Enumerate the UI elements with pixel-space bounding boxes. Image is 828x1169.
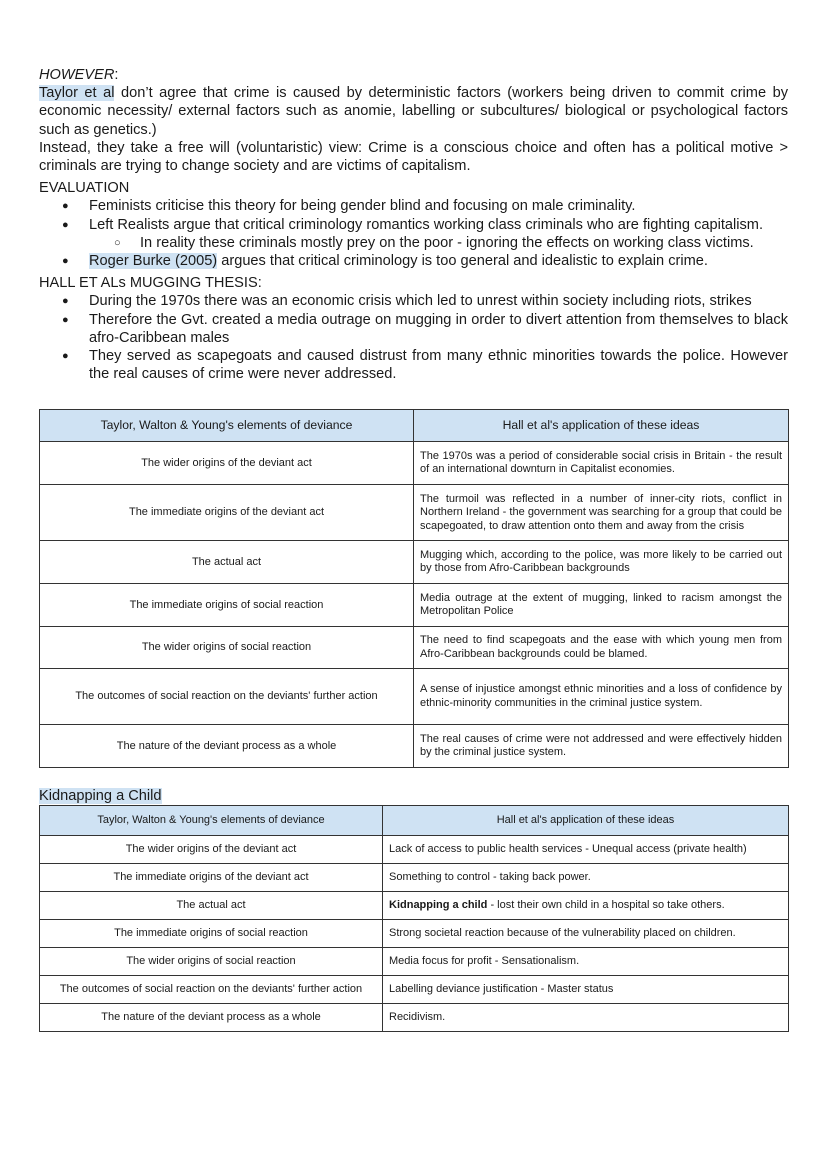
header-elements-of-deviance: Taylor, Walton & Young's elements of deviance [40,410,414,442]
table-row [40,485,789,541]
instead-paragraph: Instead, they take a free will (voluntaristic) view: Crime is a conscious choice and often has a political motive > criminals are trying to change society and are victims of capitalism. [39,139,788,175]
header-elements-of-deviance: Taylor, Walton & Young's elements of deviance [40,806,383,836]
element-cell: The actual act [40,541,414,584]
element-cell: The nature of the deviant process as a whole [40,1004,383,1032]
table-row [40,836,789,864]
table-row [40,948,789,976]
burke-highlight: Roger Burke (2005) [89,253,218,270]
table-row [40,864,789,892]
element-cell: The outcomes of social reaction on the deviants' further action [40,976,383,1004]
table-row [40,584,789,627]
application-cell: A sense of injustice amongst ethnic minorities and a loss of confidence by ethnic-minority communities in the criminal justice system. [414,669,789,725]
application-cell: Media focus for profit - Sensationalism. [383,948,789,976]
application-cell: The real causes of crime were not addressed and were effectively hidden by the criminal justice system. [414,725,789,768]
hall-item-media-outrage: ● Therefore the Gvt. created a media outrage on mugging in order to divert attention from themselves to black afro-Caribbean males [39,311,788,347]
evaluation-item-burke: ● Roger Burke (2005) argues that critical criminology is too general and idealistic to explain crime. [39,252,788,270]
application-cell: The 1970s was a period of considerable social crisis in Britain - the result of an international downturn in Capitalist economies. [414,442,789,485]
application-cell: Something to control - taking back power. [383,864,789,892]
element-cell: The immediate origins of the deviant act [40,864,383,892]
table-header-row [40,806,789,836]
table-header-row [40,410,789,442]
taylor-highlight: Taylor et al [39,85,115,102]
element-cell: The immediate origins of social reaction [40,920,383,948]
hall-item-scapegoats: ● They served as scapegoats and caused distrust from many ethnic minorities towards the police. However the real causes of crime were never addressed. [39,347,788,383]
evaluation-item-left-realists: ● Left Realists argue that critical criminology romantics working class criminals who are fighting capitalism. [39,216,788,234]
element-cell: The immediate origins of social reaction [40,584,414,627]
element-cell: The wider origins of the deviant act [40,442,414,485]
application-cell: Lack of access to public health services - Unequal access (private health) [383,836,789,864]
application-cell: Media outrage at the extent of mugging, linked to racism amongst the Metropolitan Police [414,584,789,627]
table-row [40,920,789,948]
application-cell: Labelling deviance justification - Master status [383,976,789,1004]
however-heading: HOWEVER: [39,67,119,83]
evaluation-subitem-reality: ○ In reality these criminals mostly prey on the poor - ignoring the effects on working class victims. [39,234,788,252]
application-cell: Recidivism. [383,1004,789,1032]
table-row [40,725,789,768]
table-row [40,627,789,669]
hall-heading: HALL ET ALs MUGGING THESIS: [39,275,262,292]
application-cell: Kidnapping a child - lost their own child in a hospital so take others. [383,892,789,920]
evaluation-heading: EVALUATION [39,180,130,197]
element-cell: The immediate origins of the deviant act [40,485,414,541]
element-cell: The nature of the deviant process as a whole [40,725,414,768]
application-cell: Mugging which, according to the police, was more likely to be carried out by those from Afro-Caribbean backgrounds [414,541,789,584]
application-cell: The need to find scapegoats and the ease with which young men from Afro-Caribbean backgrounds could be blamed. [414,627,789,669]
application-cell: Strong societal reaction because of the vulnerability placed on children. [383,920,789,948]
table-row [40,541,789,584]
however-text: HOWEVER [39,67,115,83]
table-row [40,669,789,725]
element-cell: The outcomes of social reaction on the deviants' further action [40,669,414,725]
evaluation-item-feminists: ● Feminists criticise this theory for being gender blind and focusing on male criminality. [39,197,788,215]
table-row [40,892,789,920]
taylor-text: don’t agree that crime is caused by deterministic factors (workers being driven to commit crime by economic necessity/ external factors such as anomie, labelling or subcultures/ biological or psychological factors such as genetics.) [39,85,788,138]
evaluation-list [39,197,788,270]
table-row [40,1004,789,1032]
header-hall-application: Hall et al's application of these ideas [414,410,789,442]
hall-item-crisis: ● During the 1970s there was an economic crisis which led to unrest within society including riots, strikes [39,292,788,310]
element-cell: The wider origins of social reaction [40,948,383,976]
element-cell: The wider origins of the deviant act [40,836,383,864]
hall-list [39,292,788,383]
mugging-table [39,409,789,768]
taylor-paragraph [39,84,788,139]
application-cell: The turmoil was reflected in a number of inner-city riots, conflict in Northern Ireland - the government was searching for a group that could be scapegoated, to draw attention onto them and away from the crisis [414,485,789,541]
element-cell: The wider origins of social reaction [40,627,414,669]
kidnapping-title: Kidnapping a Child [39,788,162,805]
document-page [39,66,788,1032]
table-row [40,976,789,1004]
header-hall-application: Hall et al's application of these ideas [383,806,789,836]
table-row [40,442,789,485]
kidnapping-bold: Kidnapping a child [389,899,488,912]
element-cell: The actual act [40,892,383,920]
kidnapping-table [39,805,789,1032]
